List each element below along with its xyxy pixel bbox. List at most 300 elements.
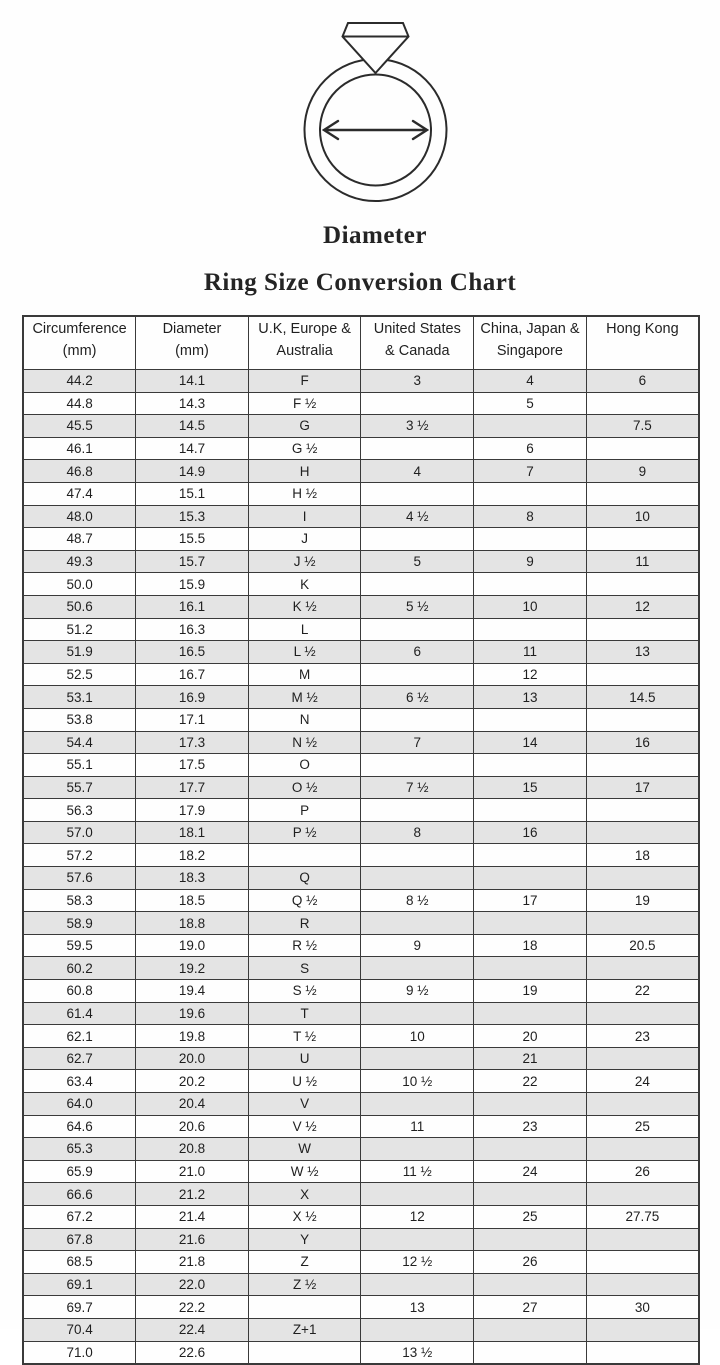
table-cell	[474, 867, 587, 890]
table-row	[23, 1228, 699, 1251]
table-cell: 44.2	[23, 370, 136, 393]
table-cell: M	[248, 663, 361, 686]
table-cell: 46.8	[23, 460, 136, 483]
table-cell: 7.5	[586, 415, 699, 438]
table-cell: 13	[361, 1296, 474, 1319]
table-row	[23, 482, 699, 505]
table-cell: 57.0	[23, 821, 136, 844]
table-cell: 20	[474, 1025, 587, 1048]
table-cell: 30	[586, 1296, 699, 1319]
table-row	[23, 415, 699, 438]
table-row	[23, 776, 699, 799]
table-cell: 3 ½	[361, 415, 474, 438]
table-row	[23, 1025, 699, 1048]
table-cell	[474, 957, 587, 980]
table-row	[23, 1183, 699, 1206]
table-cell: 20.6	[136, 1115, 249, 1138]
table-cell: 8	[361, 821, 474, 844]
table-cell: K	[248, 573, 361, 596]
table-cell: 15.9	[136, 573, 249, 596]
table-cell: 8	[474, 505, 587, 528]
table-cell: 20.2	[136, 1070, 249, 1093]
table-row	[23, 1251, 699, 1274]
table-cell	[474, 1093, 587, 1116]
table-cell	[474, 573, 587, 596]
table-cell: 69.7	[23, 1296, 136, 1319]
table-cell: 9 ½	[361, 980, 474, 1003]
table-cell: N	[248, 708, 361, 731]
table-cell	[586, 618, 699, 641]
table-cell	[474, 844, 587, 867]
table-row	[23, 1115, 699, 1138]
table-cell: 22.0	[136, 1273, 249, 1296]
table-cell: R	[248, 912, 361, 935]
table-row	[23, 641, 699, 664]
table-cell: 62.1	[23, 1025, 136, 1048]
table-cell: 16.1	[136, 595, 249, 618]
table-row	[23, 1047, 699, 1070]
table-cell: 48.0	[23, 505, 136, 528]
column-header: China, Japan & Singapore	[474, 316, 587, 370]
table-cell: 5	[474, 392, 587, 415]
table-cell	[361, 1002, 474, 1025]
table-cell: 10	[474, 595, 587, 618]
table-cell	[361, 957, 474, 980]
table-cell	[586, 1002, 699, 1025]
table-cell: N ½	[248, 731, 361, 754]
table-row	[23, 618, 699, 641]
table-cell: 7 ½	[361, 776, 474, 799]
table-row	[23, 550, 699, 573]
table-cell: 55.7	[23, 776, 136, 799]
table-cell	[586, 799, 699, 822]
table-cell: 10	[361, 1025, 474, 1048]
table-cell: 19.6	[136, 1002, 249, 1025]
table-cell: G ½	[248, 437, 361, 460]
table-cell	[474, 1273, 587, 1296]
table-cell: 25	[586, 1115, 699, 1138]
table-cell: 11	[474, 641, 587, 664]
table-cell: 18	[474, 934, 587, 957]
table-cell	[586, 573, 699, 596]
table-cell: 12	[361, 1205, 474, 1228]
table-cell: 3	[361, 370, 474, 393]
table-cell: 44.8	[23, 392, 136, 415]
table-cell: 15	[474, 776, 587, 799]
table-cell: 13	[586, 641, 699, 664]
table-cell: 5	[361, 550, 474, 573]
table-cell	[361, 618, 474, 641]
table-cell	[361, 799, 474, 822]
table-cell: T ½	[248, 1025, 361, 1048]
table-cell: Q ½	[248, 889, 361, 912]
table-row	[23, 708, 699, 731]
table-row	[23, 370, 699, 393]
table-cell: 17.5	[136, 754, 249, 777]
table-row	[23, 799, 699, 822]
table-cell: 14.3	[136, 392, 249, 415]
table-cell	[474, 1002, 587, 1025]
table-cell: 12	[586, 595, 699, 618]
table-cell: 64.6	[23, 1115, 136, 1138]
table-cell: Z	[248, 1251, 361, 1274]
table-cell: 4	[361, 460, 474, 483]
table-row	[23, 573, 699, 596]
table-cell: Z+1	[248, 1318, 361, 1341]
table-row	[23, 437, 699, 460]
table-row	[23, 1002, 699, 1025]
table-cell: 6 ½	[361, 686, 474, 709]
table-cell: 18.8	[136, 912, 249, 935]
table-cell: 24	[474, 1160, 587, 1183]
table-cell	[361, 754, 474, 777]
table-cell	[361, 1093, 474, 1116]
table-cell: W	[248, 1138, 361, 1161]
table-cell: 64.0	[23, 1093, 136, 1116]
table-cell: 56.3	[23, 799, 136, 822]
table-cell: 24	[586, 1070, 699, 1093]
table-cell	[361, 482, 474, 505]
table-row	[23, 731, 699, 754]
table-cell: 23	[586, 1025, 699, 1048]
table-cell: 60.2	[23, 957, 136, 980]
table-cell	[474, 708, 587, 731]
table-cell	[474, 528, 587, 551]
table-row	[23, 754, 699, 777]
table-cell: 20.5	[586, 934, 699, 957]
table-cell: U ½	[248, 1070, 361, 1093]
table-cell: 27.75	[586, 1205, 699, 1228]
table-cell	[248, 844, 361, 867]
table-cell: U	[248, 1047, 361, 1070]
table-cell	[586, 754, 699, 777]
table-cell: 6	[586, 370, 699, 393]
table-cell: 71.0	[23, 1341, 136, 1364]
table-row	[23, 1070, 699, 1093]
table-cell	[474, 618, 587, 641]
table-cell: 45.5	[23, 415, 136, 438]
table-cell: 19.8	[136, 1025, 249, 1048]
table-cell	[361, 663, 474, 686]
table-row	[23, 821, 699, 844]
table-row	[23, 889, 699, 912]
table-cell: 46.1	[23, 437, 136, 460]
table-cell	[586, 1093, 699, 1116]
table-cell: L	[248, 618, 361, 641]
table-row	[23, 957, 699, 980]
table-cell	[248, 1341, 361, 1364]
table-row	[23, 867, 699, 890]
table-cell: 19	[474, 980, 587, 1003]
table-cell: 21.4	[136, 1205, 249, 1228]
table-cell	[586, 437, 699, 460]
table-cell	[361, 1228, 474, 1251]
table-cell	[586, 663, 699, 686]
table-cell: F	[248, 370, 361, 393]
table-cell: 7	[474, 460, 587, 483]
column-header: United States & Canada	[361, 316, 474, 370]
table-cell: 53.8	[23, 708, 136, 731]
table-cell: 48.7	[23, 528, 136, 551]
table-row	[23, 686, 699, 709]
table-cell	[361, 1047, 474, 1070]
table-cell: 5 ½	[361, 595, 474, 618]
table-cell: K ½	[248, 595, 361, 618]
table-cell: 9	[361, 934, 474, 957]
table-cell: 13 ½	[361, 1341, 474, 1364]
table-cell: J	[248, 528, 361, 551]
table-cell	[474, 754, 587, 777]
table-cell: 23	[474, 1115, 587, 1138]
table-cell: Y	[248, 1228, 361, 1251]
table-row	[23, 1160, 699, 1183]
table-cell: 19.2	[136, 957, 249, 980]
table-cell: 22	[586, 980, 699, 1003]
table-cell: 66.6	[23, 1183, 136, 1206]
table-cell: 14.5	[136, 415, 249, 438]
table-cell: 16	[586, 731, 699, 754]
table-row	[23, 505, 699, 528]
table-cell	[586, 528, 699, 551]
table-cell: F ½	[248, 392, 361, 415]
table-cell	[586, 482, 699, 505]
table-row	[23, 934, 699, 957]
table-cell: S	[248, 957, 361, 980]
table-cell: 21	[474, 1047, 587, 1070]
table-cell: 67.8	[23, 1228, 136, 1251]
table-row	[23, 663, 699, 686]
table-row	[23, 1273, 699, 1296]
table-cell: 17	[586, 776, 699, 799]
table-body	[23, 370, 699, 1365]
table-row	[23, 392, 699, 415]
table-cell	[474, 1318, 587, 1341]
table-cell: 18.3	[136, 867, 249, 890]
table-cell: 54.4	[23, 731, 136, 754]
table-cell: 14.1	[136, 370, 249, 393]
table-row	[23, 1296, 699, 1319]
table-cell	[474, 415, 587, 438]
table-cell: 19	[586, 889, 699, 912]
ring-size-conversion-table	[22, 315, 700, 1365]
table-cell: X ½	[248, 1205, 361, 1228]
table-cell	[474, 1341, 587, 1364]
column-header: Hong Kong	[586, 316, 699, 370]
table-cell: 17.9	[136, 799, 249, 822]
table-row	[23, 912, 699, 935]
table-row	[23, 528, 699, 551]
table-cell: 21.6	[136, 1228, 249, 1251]
table-cell: M ½	[248, 686, 361, 709]
table-cell: 55.1	[23, 754, 136, 777]
table-cell	[361, 437, 474, 460]
table-cell: 17.1	[136, 708, 249, 731]
table-cell: 14.9	[136, 460, 249, 483]
table-cell: 11 ½	[361, 1160, 474, 1183]
table-cell: 8 ½	[361, 889, 474, 912]
diamond-ring-with-diameter-arrow-icon	[300, 14, 452, 206]
table-cell	[586, 708, 699, 731]
table-row	[23, 980, 699, 1003]
table-cell: 6	[474, 437, 587, 460]
table-cell: 60.8	[23, 980, 136, 1003]
table-cell: G	[248, 415, 361, 438]
table-cell	[586, 957, 699, 980]
table-cell: 16.7	[136, 663, 249, 686]
table-cell: H	[248, 460, 361, 483]
table-cell	[474, 799, 587, 822]
table-cell	[474, 912, 587, 935]
table-cell: 69.1	[23, 1273, 136, 1296]
table-cell: O ½	[248, 776, 361, 799]
table-cell	[586, 1318, 699, 1341]
table-cell	[361, 1273, 474, 1296]
table-cell	[361, 1318, 474, 1341]
table-cell: 20.8	[136, 1138, 249, 1161]
table-cell: 12 ½	[361, 1251, 474, 1274]
table-cell: W ½	[248, 1160, 361, 1183]
table-row	[23, 1138, 699, 1161]
table-cell: 17	[474, 889, 587, 912]
table-cell	[474, 1138, 587, 1161]
table-cell: V ½	[248, 1115, 361, 1138]
table-cell	[586, 912, 699, 935]
table-cell	[361, 844, 474, 867]
table-cell	[361, 867, 474, 890]
table-cell: 4	[474, 370, 587, 393]
table-cell: 11	[361, 1115, 474, 1138]
table-cell: 10	[586, 505, 699, 528]
column-header: U.K, Europe & Australia	[248, 316, 361, 370]
table-cell: O	[248, 754, 361, 777]
table-cell: 59.5	[23, 934, 136, 957]
table-cell: 16.9	[136, 686, 249, 709]
table-cell: 58.3	[23, 889, 136, 912]
table-cell: 50.6	[23, 595, 136, 618]
table-cell: 65.3	[23, 1138, 136, 1161]
table-cell: 62.7	[23, 1047, 136, 1070]
table-cell: 9	[474, 550, 587, 573]
diagram-caption: Diameter	[323, 222, 427, 249]
table-cell: J ½	[248, 550, 361, 573]
table-cell: 9	[586, 460, 699, 483]
table-cell: P ½	[248, 821, 361, 844]
table-cell: L ½	[248, 641, 361, 664]
table-cell: 47.4	[23, 482, 136, 505]
table-cell: 4 ½	[361, 505, 474, 528]
table-row	[23, 460, 699, 483]
table-cell	[474, 482, 587, 505]
table-cell: 22.2	[136, 1296, 249, 1319]
table-cell: 14	[474, 731, 587, 754]
table-cell	[586, 1183, 699, 1206]
table-cell: 12	[474, 663, 587, 686]
table-cell: 27	[474, 1296, 587, 1319]
table-row	[23, 844, 699, 867]
table-cell: Z ½	[248, 1273, 361, 1296]
table-cell: P	[248, 799, 361, 822]
table-cell	[361, 1183, 474, 1206]
table-cell	[586, 1273, 699, 1296]
table-row	[23, 595, 699, 618]
table-cell	[586, 1341, 699, 1364]
header-row	[23, 316, 699, 370]
table-cell: 18.5	[136, 889, 249, 912]
column-header: Circumference (mm)	[23, 316, 136, 370]
table-cell: 50.0	[23, 573, 136, 596]
table-cell: 57.6	[23, 867, 136, 890]
table-cell: 53.1	[23, 686, 136, 709]
table-cell: 18.1	[136, 821, 249, 844]
table-cell: 20.4	[136, 1093, 249, 1116]
table-cell: 15.3	[136, 505, 249, 528]
table-cell: 22.6	[136, 1341, 249, 1364]
table-cell: X	[248, 1183, 361, 1206]
table-cell: 15.5	[136, 528, 249, 551]
column-header: Diameter (mm)	[136, 316, 249, 370]
table-cell	[586, 1228, 699, 1251]
table-cell: 22.4	[136, 1318, 249, 1341]
table-cell: 22	[474, 1070, 587, 1093]
table-cell: R ½	[248, 934, 361, 957]
table-cell: 21.0	[136, 1160, 249, 1183]
table-cell: 16.5	[136, 641, 249, 664]
table-cell: 21.2	[136, 1183, 249, 1206]
table-cell: 15.7	[136, 550, 249, 573]
table-row	[23, 1341, 699, 1364]
table-cell	[361, 573, 474, 596]
table-cell: 14.7	[136, 437, 249, 460]
table-cell	[586, 867, 699, 890]
table-cell	[586, 1047, 699, 1070]
table-cell: V	[248, 1093, 361, 1116]
table-cell	[361, 912, 474, 935]
table-cell: 67.2	[23, 1205, 136, 1228]
table-cell: 57.2	[23, 844, 136, 867]
table-cell: 14.5	[586, 686, 699, 709]
table-cell: 11	[586, 550, 699, 573]
table-cell: 7	[361, 731, 474, 754]
table-cell: 17.3	[136, 731, 249, 754]
table-cell: I	[248, 505, 361, 528]
table-cell: 65.9	[23, 1160, 136, 1183]
table-cell: 16.3	[136, 618, 249, 641]
table-cell: 63.4	[23, 1070, 136, 1093]
table-cell	[248, 1296, 361, 1319]
table-cell: 21.8	[136, 1251, 249, 1274]
table-cell: S ½	[248, 980, 361, 1003]
table-cell: H ½	[248, 482, 361, 505]
diamond-icon	[343, 23, 409, 73]
table-cell: Q	[248, 867, 361, 890]
table-cell: 70.4	[23, 1318, 136, 1341]
table-cell: 18.2	[136, 844, 249, 867]
table-cell: 58.9	[23, 912, 136, 935]
table-cell: 10 ½	[361, 1070, 474, 1093]
table-cell: 6	[361, 641, 474, 664]
table-cell: 51.9	[23, 641, 136, 664]
table-cell	[474, 1228, 587, 1251]
table-cell: 17.7	[136, 776, 249, 799]
table-cell: 52.5	[23, 663, 136, 686]
table-cell: 49.3	[23, 550, 136, 573]
table-cell: 15.1	[136, 482, 249, 505]
table-row	[23, 1318, 699, 1341]
page-title: Ring Size Conversion Chart	[203, 269, 517, 296]
table-row	[23, 1093, 699, 1116]
table-cell: 26	[586, 1160, 699, 1183]
table-cell: 16	[474, 821, 587, 844]
